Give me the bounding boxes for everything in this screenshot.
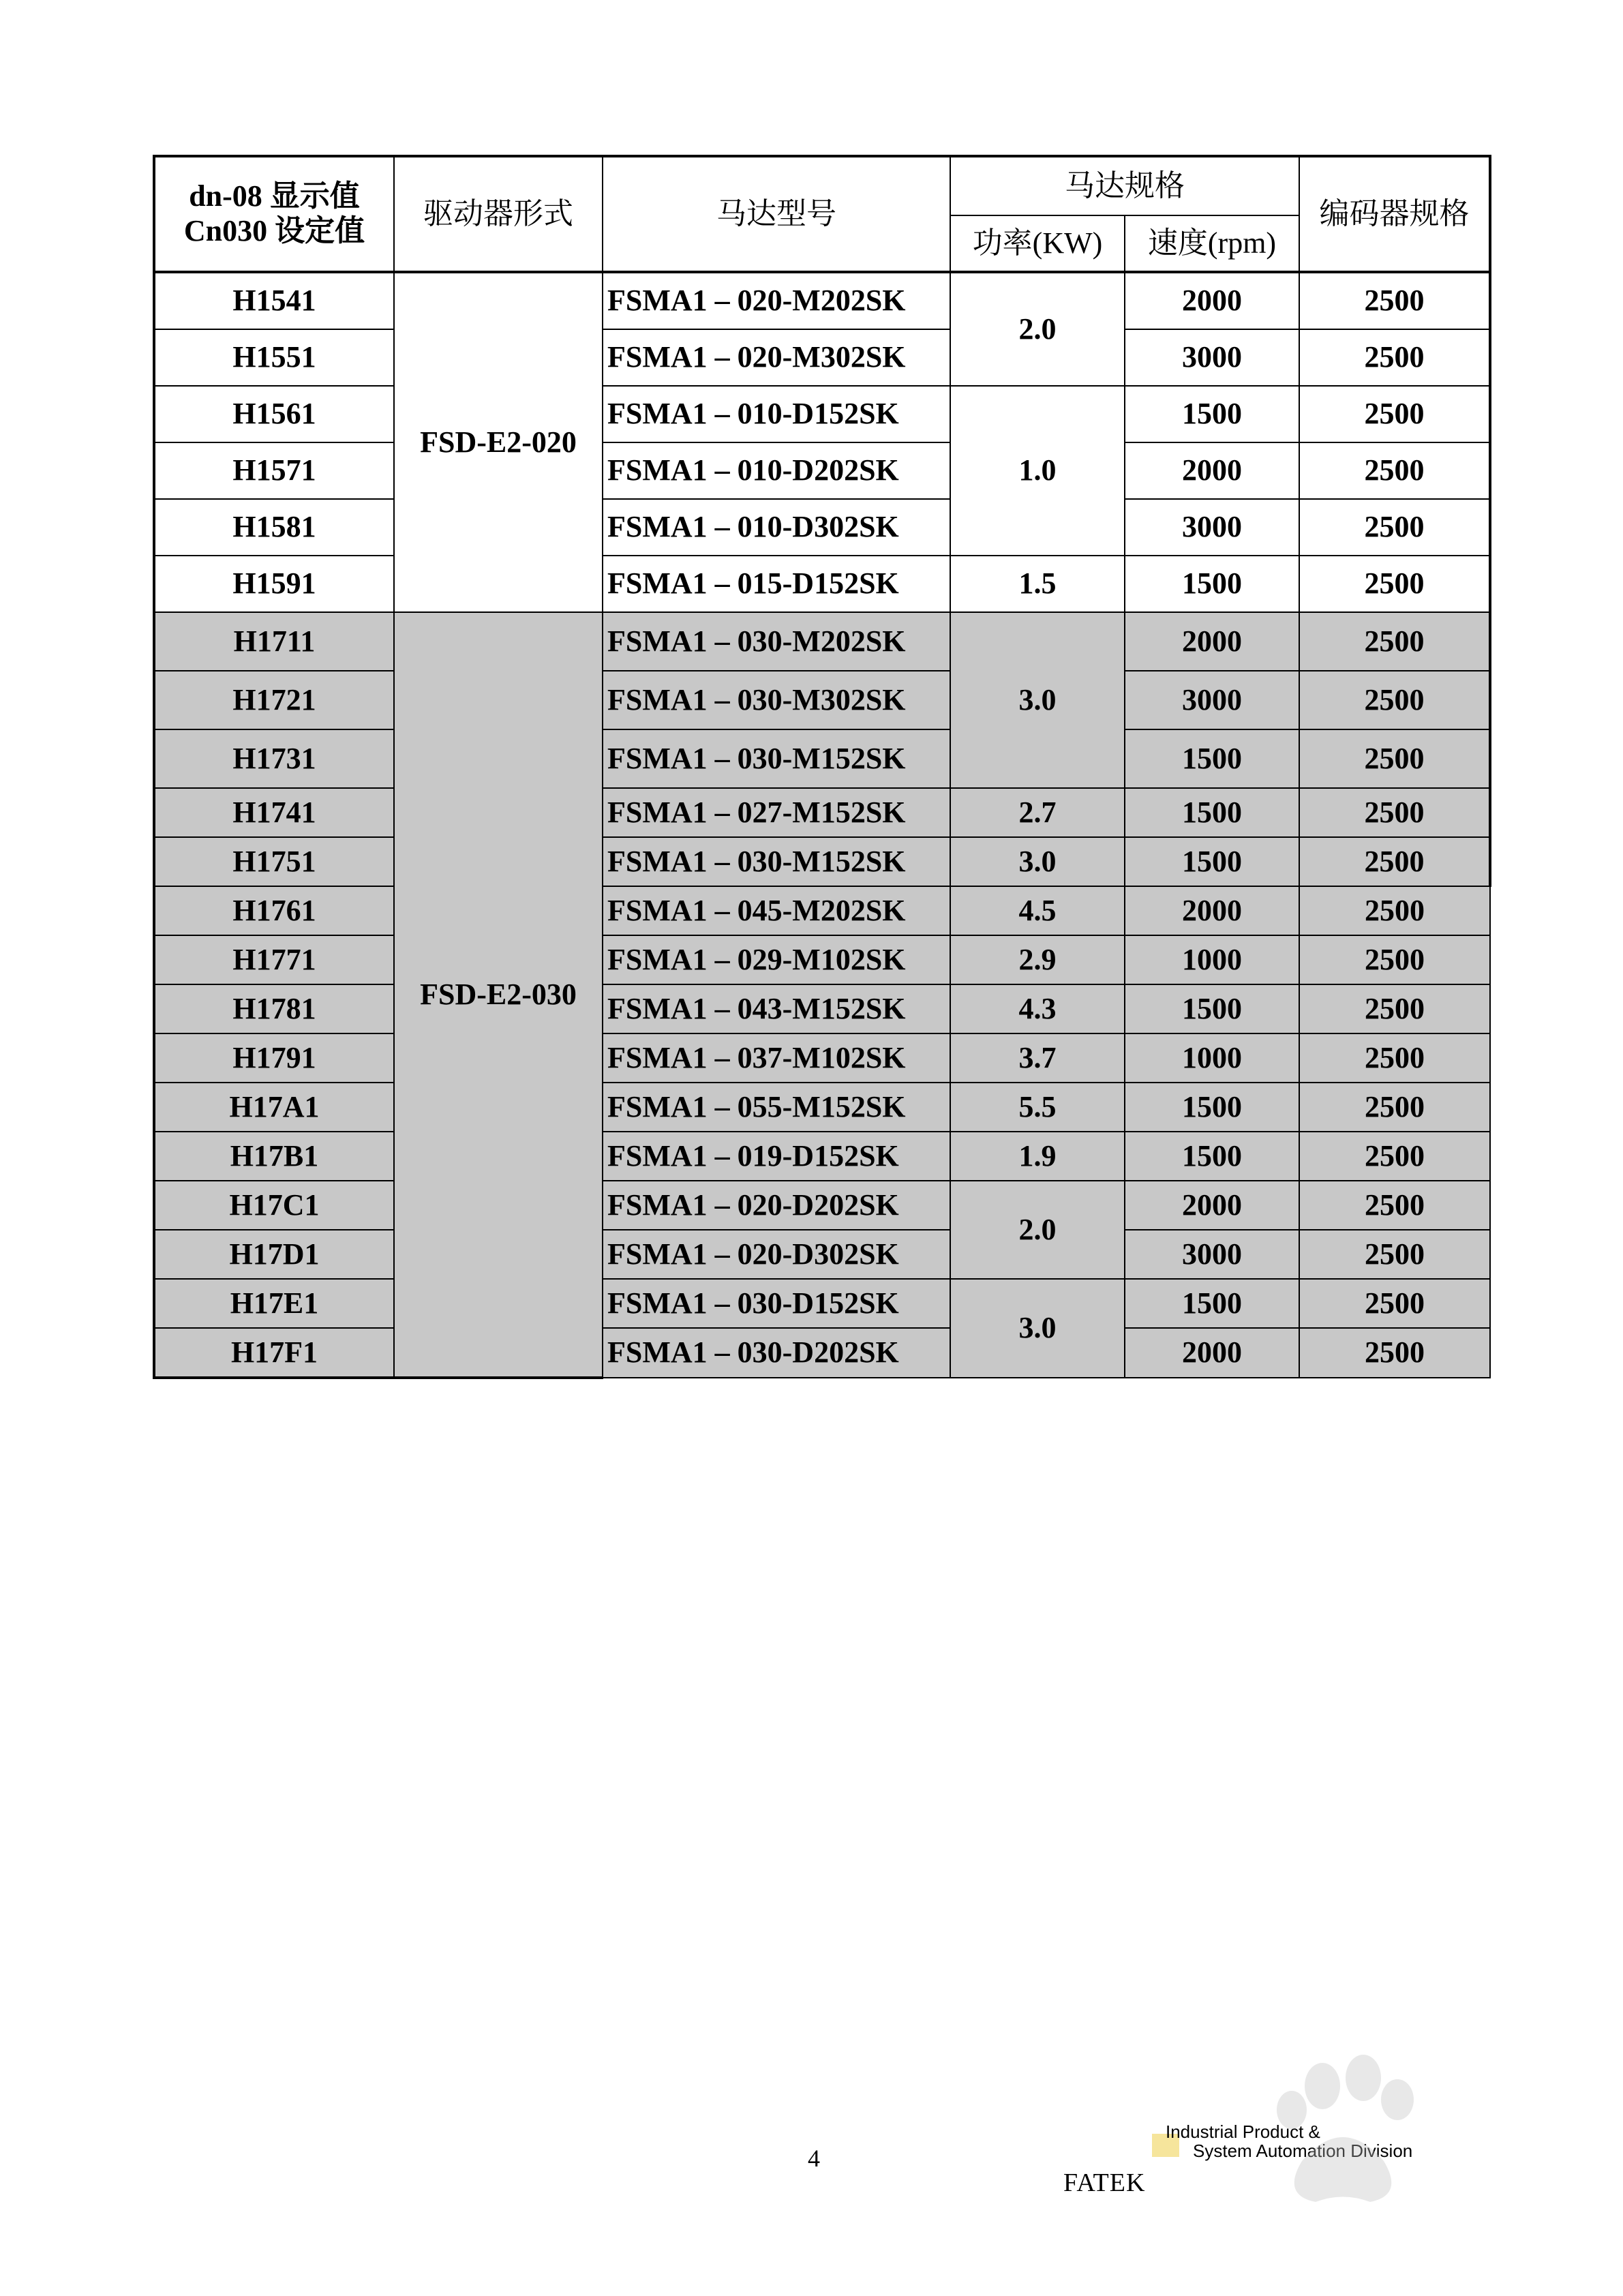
power-value: 1.9 [950,1132,1125,1181]
power-value: 2.9 [950,935,1125,984]
table-row [154,1230,1490,1279]
table-row [154,729,1490,788]
table-row [154,1181,1490,1230]
speed-value: 2000 [1125,442,1299,499]
encoder-value: 2500 [1299,499,1490,556]
speed-value: 2000 [1125,1181,1299,1230]
table-row [154,837,1490,886]
speed-value: 1500 [1125,788,1299,837]
table-row [154,935,1490,984]
power-value: 2.0 [950,1181,1125,1279]
display-code: H1741 [154,788,394,837]
power-value: 4.3 [950,984,1125,1033]
encoder-value: 2500 [1299,329,1490,386]
table-row [154,1132,1490,1181]
footer-division-line1: Industrial Product & [1166,2121,1320,2142]
display-code: H1771 [154,935,394,984]
display-code: H17A1 [154,1083,394,1132]
table-row [154,984,1490,1033]
table-row [154,886,1490,935]
motor-model: FSMA1 – 030-M152SK [603,729,950,788]
display-code: H1731 [154,729,394,788]
table-row [154,442,1490,499]
motor-model: FSMA1 – 020-M202SK [603,272,950,329]
speed-value: 3000 [1125,1230,1299,1279]
power-value: 3.0 [950,1279,1125,1378]
table-header [154,156,1490,272]
speed-value: 1500 [1125,386,1299,442]
table-row [154,556,1490,612]
power-value: 3.0 [950,612,1125,788]
encoder-value: 2500 [1299,1230,1490,1279]
header-display-value [154,156,394,272]
power-value: 5.5 [950,1083,1125,1132]
power-value: 4.5 [950,886,1125,935]
table-row [154,1328,1490,1378]
encoder-value: 2500 [1299,1328,1490,1378]
motor-model: FSMA1 – 010-D202SK [603,442,950,499]
display-code: H1721 [154,671,394,729]
speed-value: 1500 [1125,984,1299,1033]
display-code: H1761 [154,886,394,935]
motor-model: FSMA1 – 043-M152SK [603,984,950,1033]
encoder-value: 2500 [1299,386,1490,442]
display-code: H1711 [154,612,394,671]
encoder-value: 2500 [1299,442,1490,499]
power-value: 2.0 [950,272,1125,386]
speed-value: 2000 [1125,272,1299,329]
table-row [154,671,1490,729]
encoder-value: 2500 [1299,837,1490,886]
motor-model: FSMA1 – 030-D202SK [603,1328,950,1378]
motor-model: FSMA1 – 037-M102SK [603,1033,950,1083]
encoder-value: 2500 [1299,612,1490,671]
speed-value: 1000 [1125,1033,1299,1083]
header-motor-spec: 马达规格 [950,156,1299,215]
speed-value: 2000 [1125,1328,1299,1378]
paw-watermark-icon [1152,2045,1534,2270]
display-code: H17B1 [154,1132,394,1181]
table-row [154,329,1490,386]
encoder-value: 2500 [1299,1083,1490,1132]
display-code: H17C1 [154,1181,394,1230]
driver-type: FSD-E2-030 [394,612,603,1378]
display-code: H1791 [154,1033,394,1083]
speed-value: 3000 [1125,499,1299,556]
header-driver: 驱动器形式 [394,156,603,272]
motor-model: FSMA1 – 030-M302SK [603,671,950,729]
table-row [154,272,1490,329]
encoder-value: 2500 [1299,1181,1490,1230]
speed-value: 2000 [1125,612,1299,671]
motor-spec-table [153,155,1491,1379]
header-power: 功率(KW) [950,215,1125,272]
display-code: H1751 [154,837,394,886]
encoder-value: 2500 [1299,1132,1490,1181]
table-group-fsd-e2-020 [154,272,1490,612]
header-display-line1: dn-08 显示值 [189,179,360,213]
encoder-value: 2500 [1299,886,1490,935]
footer-division-line2: System Automation Division [1193,2141,1413,2161]
encoder-value: 2500 [1299,1033,1490,1083]
header-encoder: 编码器规格 [1299,156,1490,272]
table-row [154,612,1490,671]
motor-model: FSMA1 – 027-M152SK [603,788,950,837]
motor-model: FSMA1 – 030-M152SK [603,837,950,886]
table-row [154,788,1490,837]
header-motor-model: 马达型号 [603,156,950,272]
speed-value: 1500 [1125,1132,1299,1181]
encoder-value: 2500 [1299,729,1490,788]
encoder-value: 2500 [1299,788,1490,837]
table-row [154,1033,1490,1083]
motor-model: FSMA1 – 029-M102SK [603,935,950,984]
display-code: H1591 [154,556,394,612]
speed-value: 3000 [1125,671,1299,729]
header-display-line2: Cn030 设定值 [183,214,365,247]
table-group-fsd-e2-030 [154,612,1490,1378]
encoder-value: 2500 [1299,556,1490,612]
speed-value: 1500 [1125,729,1299,788]
speed-value: 1500 [1125,1279,1299,1328]
motor-model: FSMA1 – 010-D152SK [603,386,950,442]
speed-value: 1000 [1125,935,1299,984]
table-row [154,499,1490,556]
encoder-value: 2500 [1299,1279,1490,1328]
speed-value: 1500 [1125,1083,1299,1132]
encoder-value: 2500 [1299,984,1490,1033]
motor-model: FSMA1 – 055-M152SK [603,1083,950,1132]
motor-model: FSMA1 – 015-D152SK [603,556,950,612]
display-code: H1781 [154,984,394,1033]
driver-type: FSD-E2-020 [394,272,603,612]
motor-model: FSMA1 – 030-D152SK [603,1279,950,1328]
power-value: 3.0 [950,837,1125,886]
display-code: H1541 [154,272,394,329]
table-row [154,1083,1490,1132]
speed-value: 3000 [1125,329,1299,386]
encoder-value: 2500 [1299,272,1490,329]
display-code: H1561 [154,386,394,442]
display-code: H1581 [154,499,394,556]
display-code: H17D1 [154,1230,394,1279]
encoder-value: 2500 [1299,935,1490,984]
speed-value: 1500 [1125,556,1299,612]
motor-model: FSMA1 – 020-D202SK [603,1181,950,1230]
power-value: 3.7 [950,1033,1125,1083]
encoder-value: 2500 [1299,671,1490,729]
motor-model: FSMA1 – 010-D302SK [603,499,950,556]
table-row [154,386,1490,442]
footer-brand: FATEK [1063,2169,1146,2197]
motor-model: FSMA1 – 020-M302SK [603,329,950,386]
page-number: 4 [808,2145,820,2172]
power-value: 1.5 [950,556,1125,612]
motor-model: FSMA1 – 030-M202SK [603,612,950,671]
display-code: H1571 [154,442,394,499]
motor-model: FSMA1 – 019-D152SK [603,1132,950,1181]
motor-model: FSMA1 – 045-M202SK [603,886,950,935]
header-speed: 速度(rpm) [1125,215,1299,272]
table-row [154,1279,1490,1328]
motor-model: FSMA1 – 020-D302SK [603,1230,950,1279]
speed-value: 2000 [1125,886,1299,935]
speed-value: 1500 [1125,837,1299,886]
power-value: 2.7 [950,788,1125,837]
display-code: H17F1 [154,1328,394,1378]
display-code: H17E1 [154,1279,394,1328]
display-code: H1551 [154,329,394,386]
power-value: 1.0 [950,386,1125,556]
